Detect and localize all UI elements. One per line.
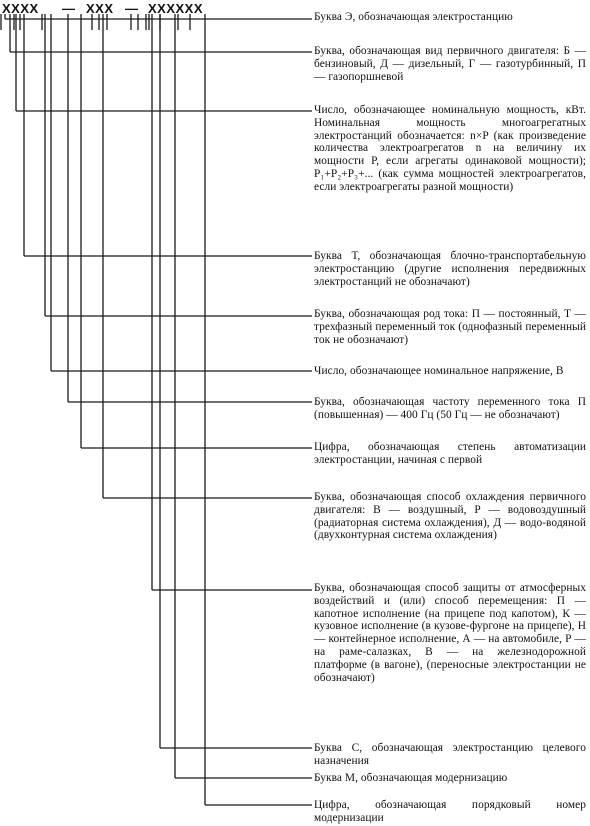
desc-automation-level: Цифра, обозначающая степень автоматизации электростанции, начиная с первой (314, 441, 586, 466)
desc-current-type: Буква, обозначающая род тока: П — постоянный, Т — трехфазный переменный ток (однофазный переменный ток не обозначают) (314, 308, 586, 346)
desc-special-purpose: Буква С, обозначающая электростанцию целевого назначения (314, 742, 586, 767)
code-group-3: XXXXXX (148, 1, 204, 16)
code-group-2: XXX (86, 1, 114, 16)
desc-modernization-number: Цифра, обозначающая порядковый номер модернизации (314, 799, 586, 824)
code-separator-2: — (125, 1, 139, 16)
code-separator-1: — (62, 1, 76, 16)
desc-rated-voltage: Число, обозначающее номинальное напряжение, В (314, 365, 564, 377)
desc-station-letter: Буква Э, обозначающая электростанцию (314, 11, 513, 23)
desc-block-transportable: Буква Т, обозначающая блочно-транспортабельную электростанцию (другие исполнения передвижных электростанций не обозначают) (314, 250, 586, 288)
desc-rated-power: Число, обозначающее номинальную мощность, кВт. Номинальная мощность многоагрегатных электростанций обозначается: n×P (как произведение количества электроагрегатов n на величину их мощности P, если агрегаты одинаковой мощности); P₁+P₂+P₃+... (как сумма мощностей электроагрегатов, если электроагрегаты разной мощности) (314, 104, 586, 193)
desc-protection-method: Буква, обозначающая способ защиты от атмосферных воздействий и (или) способ перемещения: П — капотное исполнение (на прицепе под капотом), К — кузовное исполнение (в кузове-фургоне на прицепе), Н — контейнерное исполнение, А — на автомобиле, Р — на раме-салазках, В — на железнодорожной платформе (в вагоне), (переносные электростанции не обозначают) (314, 582, 586, 684)
code-group-1: XXXX (2, 1, 39, 16)
desc-modernization: Буква М, обозначающая модернизацию (314, 772, 508, 784)
desc-cooling-method: Буква, обозначающая способ охлаждения первичного двигателя: В — воздушный, Р — водовоздушный (радиаторная система охлаждения), Д — водо-водяной (двухконтурная система охлаждения) (314, 491, 586, 542)
desc-engine-type: Буква, обозначающая вид первичного двигателя: Б — бензиновый, Д — дизельный, Г — газотурбинный, П — газопоршневой (314, 45, 586, 83)
desc-frequency: Буква, обозначающая частоту переменного тока П (повышенная) — 400 Гц (50 Гц — не обозначают) (314, 396, 586, 421)
